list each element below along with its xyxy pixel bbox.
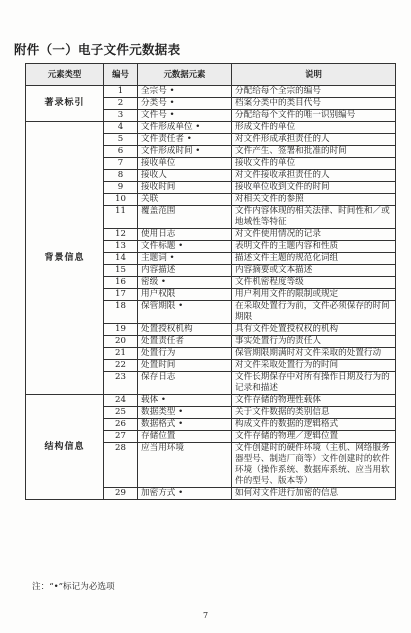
number-cell: 17 — [104, 289, 138, 301]
number-cell: 7 — [104, 158, 138, 170]
element-cell: 应当用环境 — [138, 443, 232, 488]
number-cell: 9 — [104, 182, 138, 194]
description-cell: 事实处置行为的责任人 — [232, 336, 396, 348]
element-cell: 数据类型 • — [138, 407, 232, 419]
description-cell: 在采取处置行为前，文件必须保存的时间期限 — [232, 301, 396, 324]
element-cell: 密级 • — [138, 277, 232, 289]
element-cell: 加密方式 • — [138, 488, 232, 500]
number-cell: 15 — [104, 265, 138, 277]
element-cell: 接收单位 — [138, 158, 232, 170]
metadata-table — [25, 63, 396, 500]
number-cell: 20 — [104, 336, 138, 348]
description-cell: 保管期限期满时对文件采取的处置行动 — [232, 348, 396, 360]
page-title: 附件（一）电子文件元数据表 — [14, 42, 181, 57]
number-cell: 14 — [104, 253, 138, 265]
description-cell: 接收文件的单位 — [232, 158, 396, 170]
table-header-row — [26, 64, 396, 86]
description-cell: 构成文件的数据的逻辑格式 — [232, 419, 396, 431]
table-row — [26, 122, 396, 134]
element-cell: 接收时间 — [138, 182, 232, 194]
number-cell: 10 — [104, 194, 138, 206]
number-cell: 1 — [104, 86, 138, 98]
description-cell: 具有文件处置授权权的机构 — [232, 324, 396, 336]
element-cell: 处置责任者 — [138, 336, 232, 348]
description-cell: 文件存储的物理性载体 — [232, 395, 396, 407]
number-cell: 29 — [104, 488, 138, 500]
description-cell: 表明文件的主题内容和性质 — [232, 241, 396, 253]
element-cell: 分类号 • — [138, 98, 232, 110]
element-cell: 主题词 • — [138, 253, 232, 265]
description-cell: 内容摘要或文本描述 — [232, 265, 396, 277]
footnote: 注：“•”标记为必选项 — [32, 582, 115, 592]
category-cell: 结构信息 — [26, 395, 104, 500]
number-cell: 4 — [104, 122, 138, 134]
page-number: 7 — [202, 611, 209, 620]
column-header: 说明 — [232, 64, 396, 86]
column-header: 元素类型 — [26, 64, 104, 86]
category-cell: 著录标引 — [26, 86, 104, 122]
description-cell: 关于文件数据的类别信息 — [232, 407, 396, 419]
number-cell: 27 — [104, 431, 138, 443]
table-row — [26, 395, 396, 407]
element-cell: 保管期限 • — [138, 301, 232, 324]
table-row — [26, 86, 396, 98]
description-cell: 分配给每个文件的唯一识别编号 — [232, 110, 396, 122]
element-cell: 文件形成单位 • — [138, 122, 232, 134]
number-cell: 28 — [104, 443, 138, 488]
table-body — [26, 86, 396, 500]
description-cell: 文件长期保存中对所有操作日期及行为的记录和描述 — [232, 372, 396, 395]
description-cell: 如何对文件进行加密的信息 — [232, 488, 396, 500]
element-cell: 内容描述 — [138, 265, 232, 277]
description-cell: 形成文件的单位 — [232, 122, 396, 134]
description-cell: 对文件接收承担责任的人 — [232, 170, 396, 182]
number-cell: 19 — [104, 324, 138, 336]
element-cell: 数据格式 • — [138, 419, 232, 431]
element-cell: 文件形成时间 • — [138, 146, 232, 158]
element-cell: 全宗号 • — [138, 86, 232, 98]
element-cell: 覆盖范围 — [138, 206, 232, 229]
description-cell: 文件机密程度等级 — [232, 277, 396, 289]
number-cell: 16 — [104, 277, 138, 289]
number-cell: 23 — [104, 372, 138, 395]
number-cell: 25 — [104, 407, 138, 419]
description-cell: 对相关文件的参照 — [232, 194, 396, 206]
element-cell: 文件标题 • — [138, 241, 232, 253]
number-cell: 8 — [104, 170, 138, 182]
description-cell: 对文件使用情况的记录 — [232, 229, 396, 241]
description-cell: 对文件形成承担责任的人 — [232, 134, 396, 146]
description-cell: 文件存储的物理／逻辑位置 — [232, 431, 396, 443]
number-cell: 2 — [104, 98, 138, 110]
number-cell: 24 — [104, 395, 138, 407]
element-cell: 关联 — [138, 194, 232, 206]
column-header: 编号 — [104, 64, 138, 86]
description-cell: 描述文件主题的规范化词组 — [232, 253, 396, 265]
description-cell: 文件内容体现的相关法律、时间性和／或地域性等特征 — [232, 206, 396, 229]
number-cell: 11 — [104, 206, 138, 229]
number-cell: 12 — [104, 229, 138, 241]
element-cell: 使用日志 — [138, 229, 232, 241]
description-cell: 用户利用文件的限制或规定 — [232, 289, 396, 301]
number-cell: 26 — [104, 419, 138, 431]
number-cell: 18 — [104, 301, 138, 324]
element-cell: 处置授权机构 — [138, 324, 232, 336]
element-cell: 文件号 • — [138, 110, 232, 122]
element-cell: 用户权限 — [138, 289, 232, 301]
number-cell: 3 — [104, 110, 138, 122]
element-cell: 处置行为 — [138, 348, 232, 360]
description-cell: 文件创建时的硬件环境（主机、网络服务器型号、制造厂商等）文件创建时的软件环境（操作系统、数据库系统、应当用软件的型号、版本等） — [232, 443, 396, 488]
description-cell: 文件产生、签署和批准的时间 — [232, 146, 396, 158]
element-cell: 载体 • — [138, 395, 232, 407]
description-cell: 对文件采取处置行为的时间 — [232, 360, 396, 372]
column-header: 元数据元素 — [138, 64, 232, 86]
number-cell: 13 — [104, 241, 138, 253]
description-cell: 分配给每个全宗的编号 — [232, 86, 396, 98]
element-cell: 处置时间 — [138, 360, 232, 372]
number-cell: 21 — [104, 348, 138, 360]
category-cell: 背景信息 — [26, 122, 104, 395]
element-cell: 存储位置 — [138, 431, 232, 443]
element-cell: 文件责任者 • — [138, 134, 232, 146]
element-cell: 保存日志 — [138, 372, 232, 395]
number-cell: 22 — [104, 360, 138, 372]
element-cell: 接收人 — [138, 170, 232, 182]
description-cell: 档案分类中的类目代号 — [232, 98, 396, 110]
description-cell: 接收单位收到文件的时间 — [232, 182, 396, 194]
number-cell: 6 — [104, 146, 138, 158]
number-cell: 5 — [104, 134, 138, 146]
